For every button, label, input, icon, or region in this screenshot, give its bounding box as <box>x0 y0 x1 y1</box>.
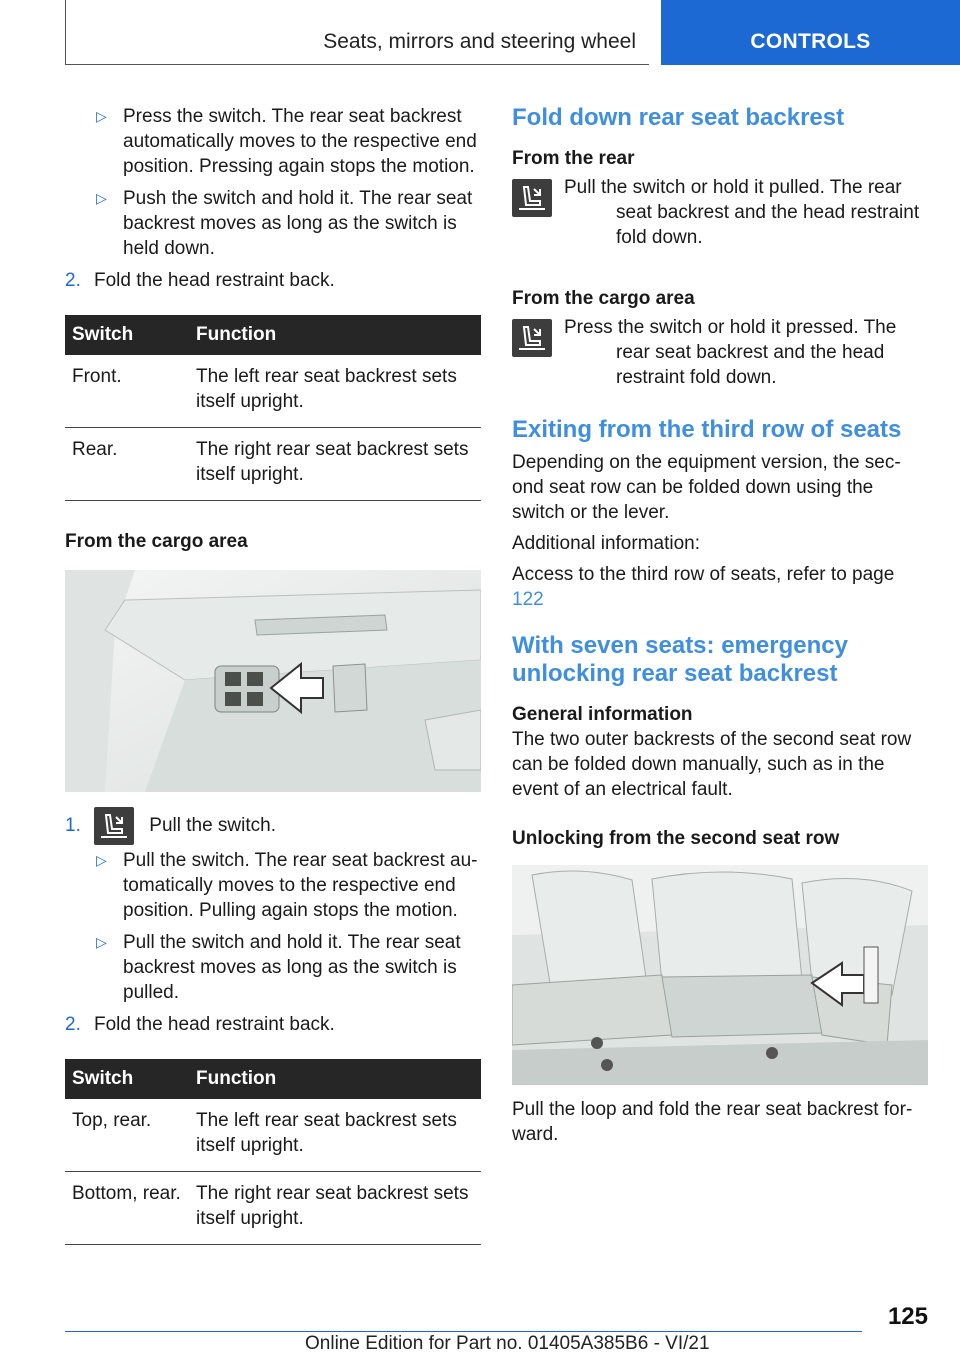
exit-third-row-heading: Exiting from the third row of seats <box>512 416 902 443</box>
general-info-text: The two outer backrests of the second seat row can be folded down manually, such as in the event of an electrical fault. <box>512 729 912 800</box>
additional-info-label: Additional information: <box>512 533 700 554</box>
step-list-2 <box>65 1012 481 1037</box>
unlocking-text: Pull the loop and fold the rear seat backrest for-ward. <box>512 1099 913 1145</box>
switch-function-table-1 <box>65 315 481 501</box>
switch-function-table-2 <box>65 1059 481 1245</box>
second-row-seat-illustration <box>512 865 928 1085</box>
table-header-switch: Switch <box>65 315 189 355</box>
right-column <box>512 104 928 1147</box>
cargo-step-list <box>65 806 481 846</box>
step-number: 2. <box>65 270 81 291</box>
general-info-heading: General information <box>512 704 693 725</box>
table-cell: The left rear seat backrest sets itself upright. <box>189 1099 481 1172</box>
step-list <box>65 268 481 293</box>
step-text: Fold the head restraint back. <box>94 270 335 291</box>
seat-backrest-switch-icon <box>512 179 552 217</box>
seat-backrest-switch-icon <box>512 319 552 357</box>
triangle-bullet-icon: ▷ <box>96 108 107 124</box>
second-row-seat-figure <box>512 865 928 1085</box>
table-cell: The right rear seat backrest sets itself upright. <box>189 1172 481 1245</box>
intro-bullet-list <box>65 104 481 261</box>
list-item: ▷ Pull the switch and hold it. The rear seat backrest moves as long as the switch is pulled. <box>96 932 461 1003</box>
step-number: 1. <box>65 815 81 836</box>
from-rear-block <box>512 175 928 250</box>
exit-text: Depending on the equipment version, the sec-ond seat row can be folded down using the switch or the lever. <box>512 452 901 523</box>
list-item: ▷ Pull the switch. The rear seat backrest au-tomatically moves to the respective end position. Pulling again stops the motion. <box>96 850 478 921</box>
from-rear-text: Pull the switch or hold it pulled. The rear seat backrest and the head restraint fold down. <box>564 177 920 248</box>
cargo-area-illustration <box>65 570 481 792</box>
from-cargo-text: Press the switch or hold it pressed. The rear seat backrest and the head restraint fold down. <box>564 317 897 388</box>
table-row <box>65 355 481 428</box>
list-item: ▷ Push the switch and hold it. The rear seat backrest moves as long as the switch is held down. <box>96 188 473 259</box>
from-rear-heading: From the rear <box>512 148 635 169</box>
step-item <box>65 806 481 846</box>
section-title: Seats, mirrors and steering wheel <box>323 30 636 53</box>
unlocking-heading: Unlocking from the second seat row <box>512 828 840 849</box>
seven-seats-heading: With seven seats: emergency unlocking rear seat backrest <box>512 632 848 687</box>
seat-backrest-switch-icon <box>94 807 134 845</box>
table-row <box>65 1172 481 1245</box>
step-item <box>65 1012 481 1037</box>
table-row <box>65 1099 481 1172</box>
table-row <box>65 428 481 501</box>
step-number: 2. <box>65 1014 81 1035</box>
table-header-switch: Switch <box>65 1059 189 1099</box>
table-cell: The left rear seat backrest sets itself upright. <box>189 355 481 428</box>
triangle-bullet-icon: ▷ <box>96 934 107 950</box>
triangle-bullet-icon: ▷ <box>96 852 107 868</box>
table-header-function: Function <box>189 315 481 355</box>
table-cell: Front. <box>65 355 189 428</box>
category-tab[interactable]: CONTROLS <box>661 0 960 65</box>
fold-down-heading: Fold down rear seat backrest <box>512 104 845 131</box>
left-column <box>65 104 481 1245</box>
cargo-bullet-list <box>65 848 481 1005</box>
cargo-area-heading: From the cargo area <box>65 531 248 552</box>
footer-divider <box>65 1331 862 1332</box>
table-cell: Top, rear. <box>65 1099 189 1172</box>
from-cargo-heading: From the cargo area <box>512 288 695 309</box>
table-cell: The right rear seat backrest sets itself upright. <box>189 428 481 501</box>
access-text: Access to the third row of seats, refer to page 122 <box>512 564 895 610</box>
table-cell: Bottom, rear. <box>65 1172 189 1245</box>
table-cell: Rear. <box>65 428 189 501</box>
cargo-area-switch-figure <box>65 570 481 792</box>
list-item: ▷ Press the switch. The rear seat backrest automatically moves to the respective end position. Pressing again stops the motion. <box>96 106 477 177</box>
triangle-bullet-icon: ▷ <box>96 190 107 206</box>
page-reference-link[interactable]: 122 <box>512 589 544 610</box>
from-cargo-block <box>512 315 928 390</box>
edition-label: Online Edition for Part no. 01405A385B6 - VI/21 <box>305 1333 710 1354</box>
page-number: 125 <box>887 1303 928 1330</box>
step-item <box>65 268 481 293</box>
step-text: Pull the switch. <box>149 815 277 836</box>
table-header-function: Function <box>189 1059 481 1099</box>
step-text: Fold the head restraint back. <box>94 1014 335 1035</box>
